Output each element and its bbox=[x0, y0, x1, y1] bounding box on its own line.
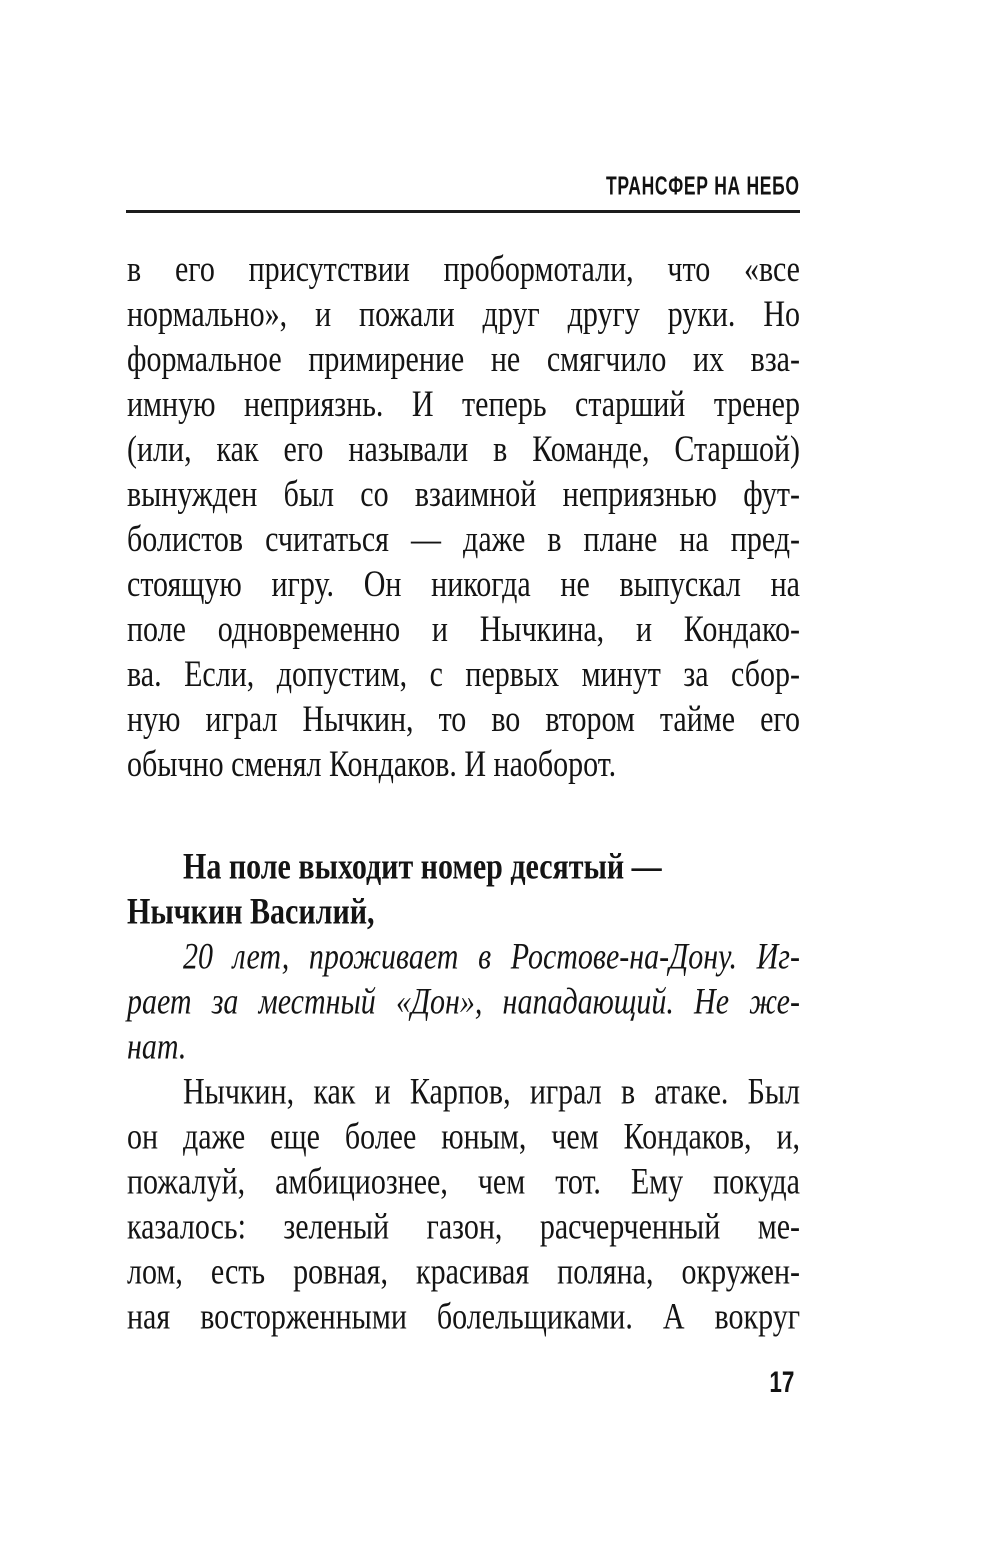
text-line: в его присутствии пробормотали, что «все bbox=[127, 248, 800, 290]
body-text bbox=[127, 247, 800, 1340]
text-line: формальное примирение не смягчило их вза- bbox=[127, 338, 800, 380]
running-head bbox=[127, 171, 800, 201]
header-rule bbox=[126, 210, 800, 213]
text-line: казалось: зеленый газон, расчерченный ме- bbox=[127, 1205, 800, 1247]
announcement-italic-line: рает за местный «Дон», нападающий. Не же- bbox=[127, 980, 800, 1022]
player-announcement bbox=[127, 845, 800, 1070]
page-number-container bbox=[127, 1367, 794, 1399]
paragraph-continuation bbox=[127, 247, 800, 787]
text-line: пожалуй, амбициознее, чем тот. Ему покуда bbox=[127, 1160, 800, 1202]
paragraph-nychkin bbox=[127, 1070, 800, 1340]
text-line: болистов считаться — даже в плане на пред- bbox=[127, 518, 800, 560]
book-title: ТРАНСФЕР НА НЕБО bbox=[606, 171, 800, 201]
text-line: обычно сменял Кондаков. И наоборот. bbox=[127, 743, 617, 785]
announcement-italic-line: нат. bbox=[127, 1025, 187, 1067]
announcement-bold-line: На поле выходит номер десятый — bbox=[183, 845, 662, 887]
text-line: Нычкин, как и Карпов, играл в атаке. Был bbox=[183, 1070, 800, 1112]
text-line: лом, есть ровная, красивая поляна, окружен- bbox=[127, 1250, 800, 1292]
text-line: вынужден был со взаимной неприязнью фут- bbox=[127, 473, 800, 515]
announcement-bold-line: Нычкин Василий, bbox=[127, 890, 375, 932]
text-line: стоящую игру. Он никогда не выпускал на bbox=[127, 563, 800, 605]
text-line: ную играл Нычкин, то во втором тайме его bbox=[127, 698, 800, 740]
text-line: ная восторженными болельщиками. А вокруг bbox=[127, 1295, 800, 1337]
text-line: нормально», и пожали друг другу руки. Но bbox=[127, 293, 800, 335]
text-line: он даже еще более юным, чем Кондаков, и, bbox=[127, 1115, 800, 1157]
text-line: ва. Если, допустим, с первых минут за сбор- bbox=[127, 653, 800, 695]
text-line: (или, как его называли в Команде, Старшой) bbox=[127, 428, 800, 470]
text-line: имную неприязнь. И теперь старший тренер bbox=[127, 383, 800, 425]
announcement-italic-line: 20 лет, проживает в Ростове-на-Дону. Иг- bbox=[183, 935, 800, 977]
text-line: поле одновременно и Нычкина, и Кондако- bbox=[127, 608, 800, 650]
page-number: 17 bbox=[768, 1366, 794, 1399]
